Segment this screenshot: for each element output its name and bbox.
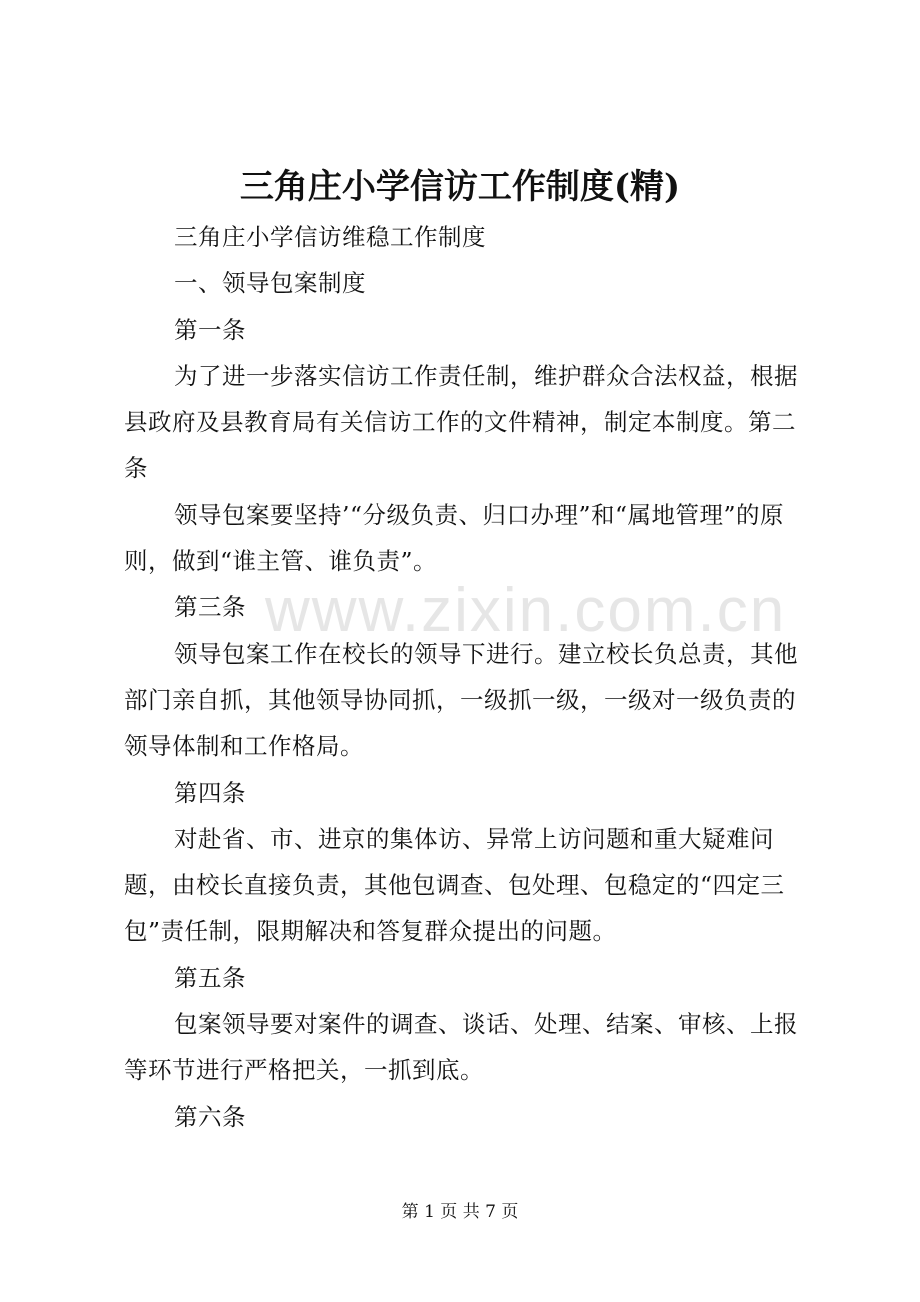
body-paragraph: 包案领导要对案件的调查、谈话、处理、结案、审核、上报等环节进行严格把关，一抓到底。 (124, 1010, 798, 1085)
body-paragraph: 领导包案要坚持’“分级负责、归口办理”和“属地管理”的原则，做到“谁主管、谁负责”。 (124, 500, 785, 576)
article-heading: 第五条 (174, 963, 246, 992)
article-heading: 第六条 (174, 1102, 246, 1131)
document-title: 三角庄小学信访工作制度(精) (239, 167, 681, 207)
article-heading: 第一条 (174, 315, 246, 344)
page-footer: 第 1 页 共 7 页 (401, 1202, 519, 1222)
article-heading: 第四条 (174, 778, 246, 807)
section-heading: 一、领导包案制度 (174, 269, 366, 298)
watermark: www.zixin.com.cn (265, 576, 787, 645)
body-paragraph: 领导包案工作在校长的领导下进行。建立校长负总责，其他部门亲自抓，其他领导协同抓，一级抓一级，一级对一级负责的领导体制和工作格局。 (124, 639, 798, 761)
subtitle-paragraph: 三角庄小学信访维稳工作制度 (174, 223, 486, 251)
body-paragraph: 对赴省、市、进京的集体访、异常上访问题和重大疑难问题，由校长直接负责，其他包调查、包处理、包稳定的“四定三包”责任制，限期解决和答复群众提出的问题。 (124, 824, 785, 946)
document-body (124, 214, 814, 1140)
article-heading: 第三条 (174, 593, 246, 622)
body-paragraph: 为了进一步落实信访工作责任制，维护群众合法权益，根据县政府及县教育局有关信访工作的文件精神，制定本制度。第二条 (124, 361, 798, 483)
